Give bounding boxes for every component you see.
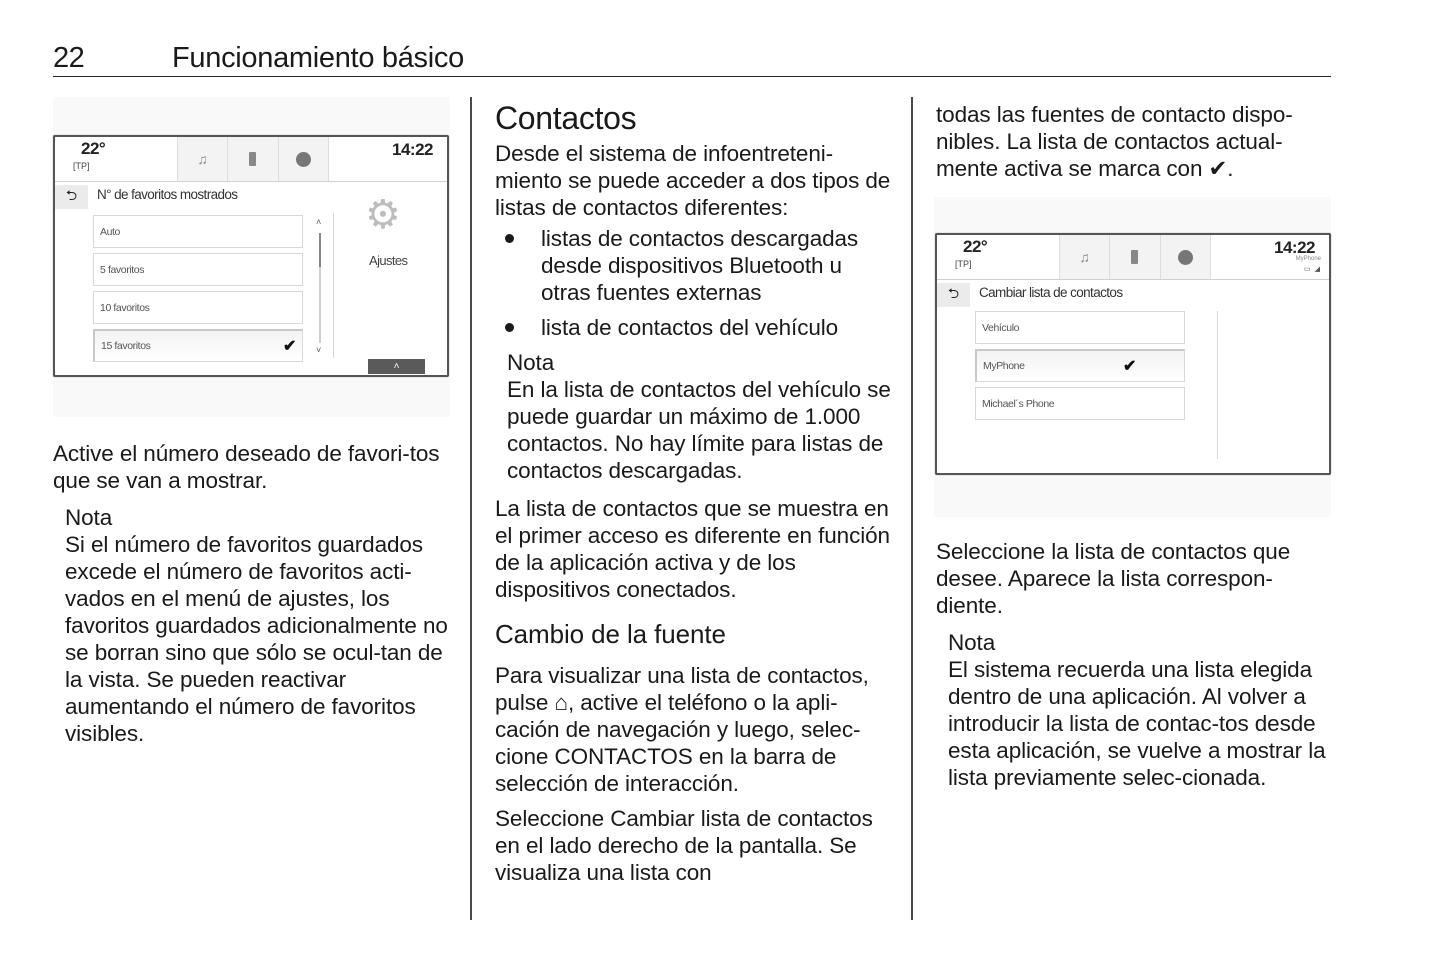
bullet-icon <box>505 323 514 332</box>
status-bar <box>55 137 447 182</box>
gear-icon[interactable]: ⚙ <box>365 193 401 237</box>
note-label: Nota <box>65 505 113 530</box>
infotainment-screen <box>935 233 1331 475</box>
navigation-icon <box>296 152 311 167</box>
note-label: Nota <box>507 350 555 375</box>
tab-navigation[interactable] <box>1160 235 1211 279</box>
list-item[interactable]: Vehículo <box>975 311 1185 344</box>
music-icon: ♫ <box>197 151 208 167</box>
app-tabs <box>177 137 329 181</box>
page-number: 22 <box>53 42 85 74</box>
temperature: 22° <box>81 139 106 158</box>
phone-icon <box>1131 250 1138 264</box>
scroll-down-icon[interactable]: ˅ <box>316 345 322 355</box>
list-item-selected[interactable]: 15 favoritos ✔ <box>93 329 303 362</box>
scrollbar-thumb[interactable] <box>319 233 321 267</box>
list-item-selected[interactable]: MyPhone ✔ <box>975 349 1185 382</box>
note-label: Nota <box>948 630 996 655</box>
checkmark-icon: ✔ <box>1208 156 1228 181</box>
tp-indicator: [TP] <box>955 259 972 269</box>
paragraph: Active el número deseado de favori-tos que se van a mostrar. <box>53 441 440 493</box>
back-arrow-icon: ⮌ <box>65 187 78 203</box>
column-divider <box>911 97 913 920</box>
settings-label[interactable]: Ajustes <box>369 253 408 268</box>
note-block <box>53 504 453 747</box>
clock: 14:22 <box>1274 238 1315 257</box>
note-block <box>495 349 895 484</box>
phone-icon <box>249 152 256 166</box>
paragraph: Desde el sistema de infoentreteni-miento se puede acceder a dos tipos de listas de contactos diferentes: <box>495 141 891 220</box>
connected-phone-name: MyPhone <box>1295 256 1321 262</box>
paragraph: Seleccione Cambiar lista de contactos en el lado derecho de la pantalla. Se visualiza una lista con <box>495 806 873 885</box>
panel-separator <box>1217 311 1218 459</box>
tp-indicator: [TP] <box>73 161 90 171</box>
tab-navigation[interactable] <box>278 137 329 181</box>
chapter-title: Funcionamiento básico <box>172 42 464 74</box>
chevron-up-icon: ˄ <box>393 361 400 372</box>
paragraph: Para visualizar una lista de contactos, pulse ⌂, active el teléfono o la apli-cación de navegación y luego, selec-cione CONTACTOS en la barra de selección de interacción. <box>495 663 869 796</box>
note-text: El sistema recuerda una lista elegida dentro de una aplicación. Al volver a introducir la lista de contac-tos desde esta aplicación, se vuelve a mostrar la lista previamente selec-cionada. <box>948 657 1326 790</box>
app-tabs <box>1059 235 1211 279</box>
panel-separator <box>333 213 334 358</box>
status-bar <box>937 235 1329 280</box>
bullet-item: listas de contactos descargadas desde dispositivos Bluetooth u otras fuentes externas <box>495 225 895 306</box>
bullet-item: lista de contactos del vehículo <box>495 314 895 341</box>
bullet-list <box>495 225 895 341</box>
tab-audio[interactable] <box>177 137 227 181</box>
page-header <box>53 40 1331 77</box>
clock: 14:22 <box>392 140 433 159</box>
list-item[interactable]: Michael´s Phone <box>975 387 1185 420</box>
column-3 <box>936 101 1336 182</box>
scroll-up-icon[interactable]: ˄ <box>316 217 322 227</box>
battery-signal-icon: ▭ ◢ <box>1304 266 1321 273</box>
paragraph: todas las fuentes de contacto dispo-nibles. La lista de contactos actual-mente activa se marca con ✔. <box>936 102 1293 181</box>
note-text: En la lista de contactos del vehículo se puede guardar un máximo de 1.000 contactos. No hay límite para listas de contactos descargadas. <box>507 377 891 483</box>
navigation-icon <box>1178 250 1193 265</box>
infotainment-screen <box>53 135 449 377</box>
tab-phone[interactable] <box>1109 235 1159 279</box>
tab-phone[interactable] <box>227 137 277 181</box>
back-button[interactable] <box>55 185 88 209</box>
column-3-lower <box>936 538 1336 791</box>
column-divider <box>470 97 472 920</box>
section-heading: Contactos <box>495 100 637 136</box>
menu-title: N° de favoritos mostrados <box>97 187 238 202</box>
column-2 <box>495 100 895 886</box>
home-icon: ⌂ <box>554 690 568 715</box>
note-block <box>936 629 1336 791</box>
tab-audio[interactable] <box>1059 235 1109 279</box>
paragraph: Seleccione la lista de contactos que desee. Aparece la lista correspon-diente. <box>936 539 1291 618</box>
list-item[interactable]: Auto <box>93 215 303 248</box>
back-arrow-icon: ⮌ <box>947 285 960 301</box>
figure-favorites-screen <box>53 97 450 417</box>
bullet-icon <box>505 234 514 243</box>
figure-contacts-screen <box>934 197 1331 517</box>
menu-title: Cambiar lista de contactos <box>979 285 1123 300</box>
subsection-heading: Cambio de la fuente <box>495 619 726 649</box>
music-icon: ♫ <box>1079 249 1090 265</box>
list-item[interactable]: 10 favoritos <box>93 291 303 324</box>
checkmark-icon: ✔ <box>282 338 296 355</box>
note-text: Si el número de favoritos guardados excede el número de favoritos acti-vados en el menú de ajustes, los favoritos guardados adicionalmente no se borran sino que sólo se ocul-tan de la vista. Se pueden reactivar aumentando el número de favoritos visibles. <box>65 532 448 746</box>
collapse-button[interactable] <box>368 359 425 374</box>
checkmark-icon: ✔ <box>1122 358 1136 375</box>
column-1 <box>53 440 453 747</box>
back-button[interactable] <box>937 283 970 307</box>
list-item[interactable]: 5 favoritos <box>93 253 303 286</box>
temperature: 22° <box>963 237 988 256</box>
paragraph: La lista de contactos que se muestra en el primer acceso es diferente en función de la aplicación activa y de los dispositivos conectados. <box>495 496 890 602</box>
